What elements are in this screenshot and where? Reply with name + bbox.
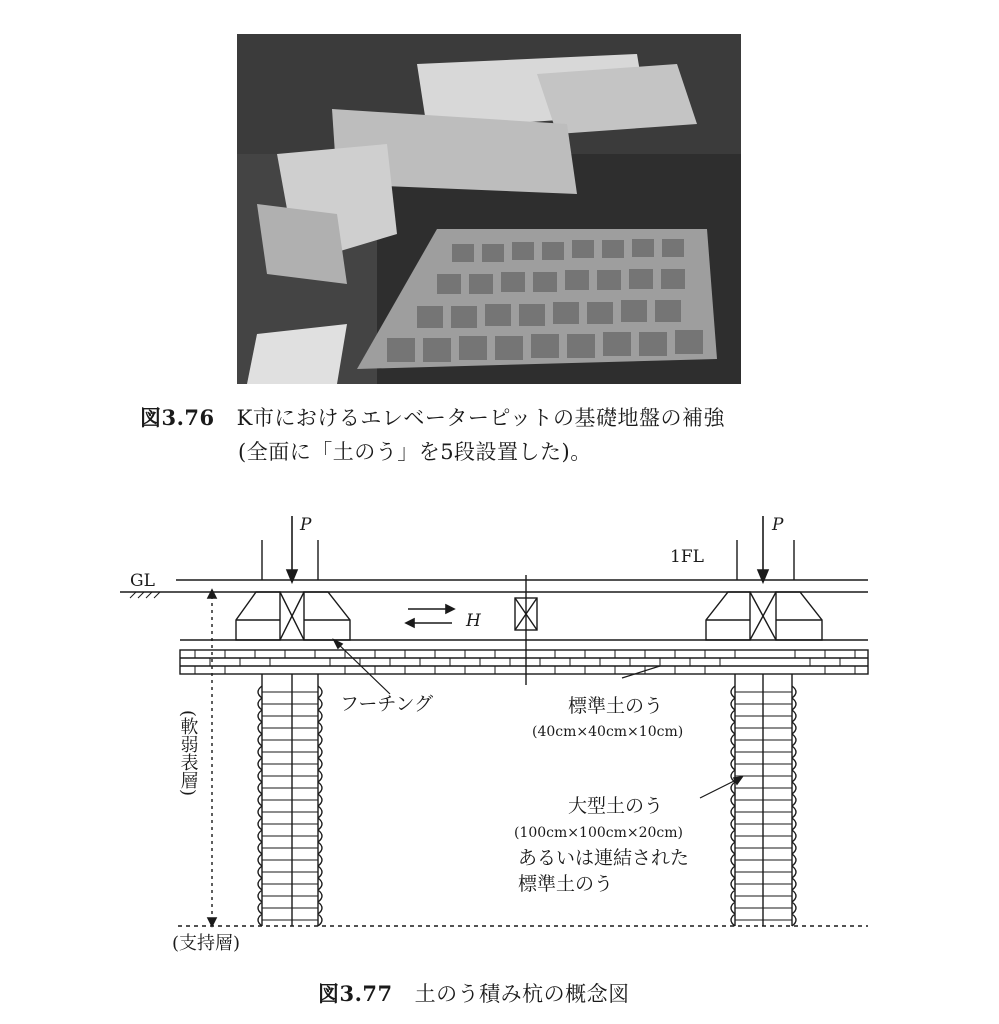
figure1-number: 図3.76: [140, 405, 215, 430]
gl-label: GL: [130, 571, 155, 591]
footing-left-a: [236, 592, 280, 640]
sandbag-pile-diagram: [0, 500, 999, 960]
figure1-caption: [140, 402, 725, 432]
figure2-caption: [318, 978, 630, 1008]
h-label: H: [466, 611, 481, 631]
standard-sandbag-label: 標準土のう: [568, 695, 664, 717]
figure2-number: 図3.77: [318, 981, 393, 1006]
figure1-caption-line1: K市におけるエレベーターピットの基礎地盤の補強: [236, 406, 726, 430]
large-sandbag-label: 大型土のう: [568, 795, 664, 817]
pile-left: [258, 674, 322, 926]
footing-label: フーチング: [340, 693, 434, 715]
load-label-left: P: [300, 515, 312, 535]
footing-left-b: [304, 592, 350, 640]
figure1-caption-line2: (全面に「土のう」を5段設置した)。: [238, 440, 592, 464]
footing-right-b: [776, 592, 822, 640]
figure2-caption-text: 土のう積み杭の概念図: [414, 982, 630, 1006]
pile-right: [731, 674, 796, 926]
large-sandbag-alt-line1: あるいは連結された: [518, 847, 690, 869]
standard-sandbag-size: (40cm×40cm×10cm): [532, 724, 684, 740]
soft-layer-label: (軟弱表層): [177, 710, 199, 797]
large-sandbag-size: (100cm×100cm×20cm): [514, 825, 683, 841]
large-sandbag-alt-line2: 標準土のう: [518, 873, 614, 895]
floor-label: 1FL: [670, 547, 704, 567]
site-photo: [237, 34, 741, 384]
standard-sandbag-layer: [180, 650, 868, 674]
photo-image: [237, 34, 741, 384]
footing-right-a: [706, 592, 750, 640]
bearing-layer-label: (支持層): [172, 933, 241, 954]
load-label-right: P: [772, 515, 784, 535]
